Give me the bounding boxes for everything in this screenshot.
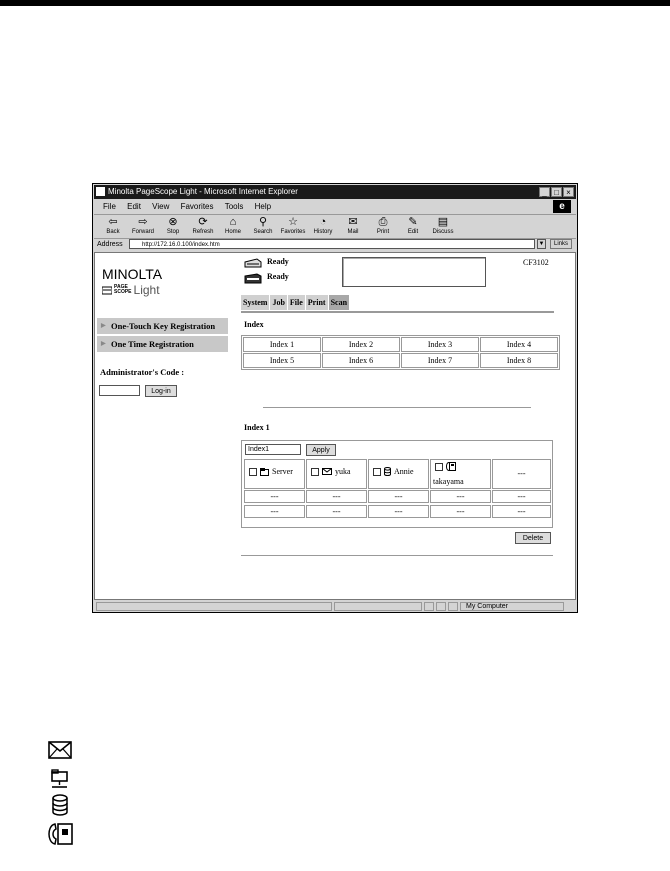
server-folder-icon <box>260 468 269 476</box>
status-bar <box>94 601 576 612</box>
forward-button[interactable]: ⇨ Forward <box>128 215 158 238</box>
index-4-link[interactable]: Index 4 <box>480 337 558 352</box>
index-1-link[interactable]: Index 1 <box>243 337 321 352</box>
index-6-link[interactable]: Index 6 <box>322 353 400 368</box>
close-button[interactable]: × <box>563 187 574 197</box>
tab-bar <box>241 295 349 310</box>
favorites-icon: ☆ <box>288 216 298 228</box>
model-name: CF3102 <box>523 258 549 267</box>
tab-print[interactable]: Print <box>306 295 328 310</box>
home-button[interactable]: ⌂ Home <box>218 215 248 238</box>
index-table <box>241 335 560 370</box>
checkbox[interactable] <box>373 468 381 476</box>
back-arrow-icon: ⇦ <box>108 216 118 228</box>
legend-database-icon <box>48 794 72 816</box>
index-title: Index <box>244 320 264 329</box>
browser-window <box>92 183 578 613</box>
address-input[interactable]: http://172.16.0.100/index.htm <box>129 239 535 249</box>
legend-email-icon <box>48 741 72 759</box>
mail-button[interactable]: ✉ Mail <box>338 215 368 238</box>
status-pane <box>96 602 332 611</box>
address-label: Address <box>97 241 123 248</box>
menu-tools[interactable]: Tools <box>224 202 244 211</box>
checkbox[interactable] <box>249 468 257 476</box>
stop-button[interactable]: ⊗ Stop <box>158 215 188 238</box>
legend-fax-icon <box>48 822 74 846</box>
empty-destination-cell[interactable]: --- <box>430 505 491 518</box>
edit-button[interactable]: ✎ Edit <box>398 215 428 238</box>
index-5-link[interactable]: Index 5 <box>243 353 321 368</box>
refresh-button[interactable]: ⟳ Refresh <box>188 215 218 238</box>
stop-icon: ⊗ <box>168 216 178 228</box>
email-icon <box>322 468 332 475</box>
empty-destination-cell[interactable]: --- <box>244 490 305 503</box>
apply-button[interactable]: Apply <box>306 444 336 456</box>
toolbar <box>94 214 576 239</box>
minolta-logo: MINOLTA <box>102 266 163 282</box>
database-icon <box>384 467 391 476</box>
search-button[interactable]: ⚲ Search <box>248 215 278 238</box>
fax-icon <box>446 462 456 471</box>
arrow-right-icon: ▶ <box>101 341 106 347</box>
scanner-status: Ready <box>267 272 289 281</box>
status-pane <box>334 602 422 611</box>
page-content <box>94 252 576 600</box>
legend-server-icon <box>48 769 72 789</box>
tab-file[interactable]: File <box>288 295 305 310</box>
empty-destination-cell[interactable]: --- <box>492 505 551 518</box>
message-panel <box>342 257 486 287</box>
checkbox[interactable] <box>311 468 319 476</box>
destination-cell-yuka[interactable]: yuka <box>306 459 367 489</box>
login-button[interactable]: Log-in <box>145 385 177 397</box>
menu-help[interactable]: Help <box>254 202 272 211</box>
logo-light: Light <box>133 283 160 297</box>
maximize-button[interactable]: □ <box>551 187 562 197</box>
address-bar <box>94 238 576 251</box>
tab-job[interactable]: Job <box>270 295 286 310</box>
menu-view[interactable]: View <box>152 202 170 211</box>
zone-label: My Computer <box>466 603 509 610</box>
empty-destination-cell[interactable]: --- <box>306 490 367 503</box>
print-icon: ⎙ <box>378 216 388 228</box>
menu-bar <box>94 200 576 213</box>
destination-cell-annie[interactable]: Annie <box>368 459 429 489</box>
history-icon: ◔ <box>319 216 327 228</box>
empty-destination-cell[interactable]: --- <box>492 490 551 503</box>
home-icon: ⌂ <box>229 216 237 228</box>
status-pane <box>448 602 458 611</box>
destination-cell-server[interactable]: Server <box>244 459 305 489</box>
empty-destination-cell[interactable]: --- <box>492 459 551 489</box>
empty-destination-cell[interactable]: --- <box>368 490 429 503</box>
favorites-button[interactable]: ☆ Favorites <box>278 215 308 238</box>
search-icon: ⚲ <box>258 216 268 228</box>
index-8-link[interactable]: Index 8 <box>480 353 558 368</box>
scanner-icon <box>243 273 263 284</box>
divider <box>263 407 531 408</box>
refresh-icon: ⟳ <box>198 216 208 228</box>
mail-icon: ✉ <box>348 216 358 228</box>
page-top-rule <box>0 0 670 6</box>
index-name-input[interactable]: Index1 <box>245 444 301 455</box>
admin-code-label: Administrator's Code : <box>100 367 185 377</box>
nav-one-touch-key-registration[interactable]: ▶ One-Touch Key Registration <box>97 318 228 334</box>
tab-system[interactable]: System <box>241 295 269 310</box>
edit-icon: ✎ <box>408 216 418 228</box>
pagescope-logo-icon <box>102 285 112 295</box>
ie-icon <box>96 187 105 196</box>
pagescope-logo <box>102 283 160 297</box>
arrow-right-icon: ▶ <box>101 323 106 329</box>
window-title: Minolta PageScope Light - Microsoft Internet Explorer <box>108 187 298 196</box>
takayama-label: takayama <box>433 477 464 486</box>
empty-destination-cell[interactable]: --- <box>244 505 305 518</box>
divider <box>241 555 553 556</box>
delete-button[interactable]: Delete <box>515 532 551 544</box>
menu-edit[interactable]: Edit <box>127 202 141 211</box>
nav-one-time-registration[interactable]: ▶ One Time Registration <box>97 336 228 352</box>
print-button[interactable]: ⎙ Print <box>368 215 398 238</box>
index-7-link[interactable]: Index 7 <box>401 353 479 368</box>
index-2-link[interactable]: Index 2 <box>322 337 400 352</box>
back-button[interactable]: ⇦ Back <box>98 215 128 238</box>
forward-arrow-icon: ⇨ <box>138 216 148 228</box>
empty-destination-cell[interactable]: --- <box>306 505 367 518</box>
tab-scan[interactable]: Scan <box>329 295 349 310</box>
address-dropdown-icon[interactable]: ▼ <box>538 241 545 247</box>
printer-icon <box>243 258 263 269</box>
links-button[interactable]: Links <box>550 239 572 249</box>
status-pane <box>436 602 446 611</box>
ie-logo-icon: e <box>553 200 571 213</box>
minimize-button[interactable]: _ <box>539 187 550 197</box>
history-button[interactable]: ◔ History <box>308 215 338 238</box>
discuss-button[interactable]: ▤ Discuss <box>428 215 458 238</box>
title-bar <box>94 185 576 199</box>
discuss-icon: ▤ <box>437 216 449 228</box>
empty-destination-cell[interactable]: --- <box>430 490 491 503</box>
detail-title: Index 1 <box>244 423 270 432</box>
menu-favorites[interactable]: Favorites <box>180 202 214 211</box>
logo-word-page: PAGE <box>114 284 128 290</box>
status-pane <box>424 602 434 611</box>
destination-cell-takayama[interactable] <box>430 459 491 489</box>
empty-destination-cell[interactable]: --- <box>368 505 429 518</box>
tab-underline <box>241 311 554 313</box>
checkbox[interactable] <box>435 463 443 471</box>
printer-status: Ready <box>267 257 289 266</box>
destination-table <box>241 440 553 528</box>
admin-code-input[interactable] <box>99 385 140 396</box>
menu-file[interactable]: File <box>103 202 116 211</box>
index-3-link[interactable]: Index 3 <box>401 337 479 352</box>
logo-word-scope: SCOPE <box>114 289 132 295</box>
